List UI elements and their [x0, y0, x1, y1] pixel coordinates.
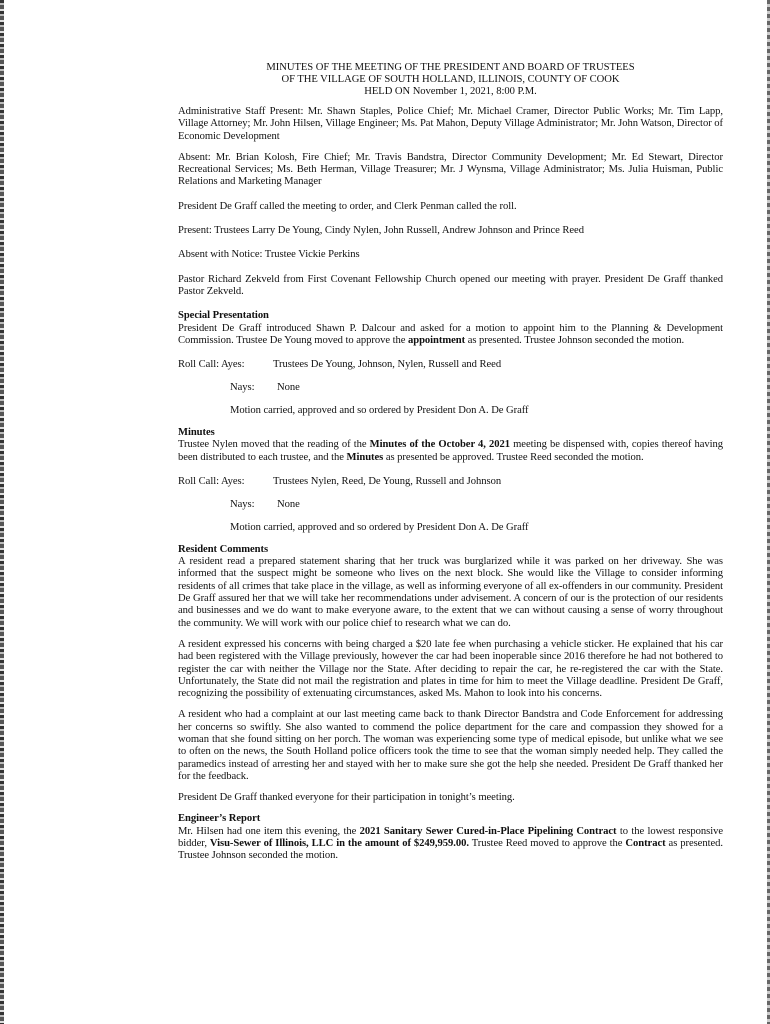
- minutes-bold-2: Minutes: [346, 451, 384, 463]
- engineer-text-c: Trustee Reed moved to approve the: [468, 838, 626, 850]
- special-motion-carried: Motion carried, approved and so ordered by President Don A. De Graff: [230, 404, 529, 416]
- nays-value: None: [277, 499, 300, 511]
- minutes-text-c: as presented be approved. Trustee Reed seconded the motion.: [383, 451, 644, 463]
- minutes-bold-1: Minutes of the October 4, 2021: [369, 439, 510, 451]
- special-nays: [178, 382, 723, 394]
- minutes-nays: [178, 499, 723, 511]
- roll-call-label: Roll Call: Ayes:: [178, 359, 245, 371]
- present-trustees: Present: Trustees Larry De Young, Cindy Nylen, John Russell, Andrew Johnson and Prince Reed: [178, 225, 584, 237]
- special-presentation-text: [178, 323, 723, 348]
- engineer-text-b: to the lowest responsive bidder,: [178, 825, 724, 850]
- title-line-1: MINUTES OF THE MEETING OF THE PRESIDENT AND BOARD OF TRUSTEES: [266, 62, 635, 73]
- minutes-motion-carried: Motion carried, approved and so ordered by President Don A. De Graff: [230, 521, 529, 533]
- resident-comment-3: A resident who had a complaint at our last meeting came back to thank Director Bandstra and Code Enforcement for addressing her concerns so swiftly. She also wanted to commend the police department for the care and compassion they showed for a woman that she found sitting on her porch. The woman was experiencing some type of medical episode, but unlike what we see to often on the news, the South Holland police officers took the time to see that the woman simply needed help. They called the paramedics instead of arresting her and stayed with her to make sure she got the help she needed. President De Graff thanked her for the feedback.: [178, 709, 723, 782]
- minutes-document: [178, 62, 723, 872]
- nays-value: None: [277, 382, 300, 394]
- engineer-bold-contract-name: 2021 Sanitary Sewer Cured-in-Place Pipelining Contract: [359, 825, 617, 837]
- minutes-text: [178, 439, 723, 464]
- title-line-2: OF THE VILLAGE OF SOUTH HOLLAND, ILLINOIS, COUNTY OF COOK: [281, 74, 620, 85]
- special-roll-call: [178, 359, 723, 371]
- minutes-text-a: Trustee Nylen moved that the reading of the: [178, 439, 370, 451]
- document-title: [178, 62, 723, 98]
- title-line-3: HELD ON November 1, 2021, 8:00 P.M.: [364, 86, 537, 97]
- engineer-bold-contract: Contract: [625, 838, 666, 850]
- nays-label: Nays:: [230, 499, 255, 511]
- engineer-report-heading: Engineer’s Report: [178, 813, 261, 825]
- minutes-roll-call: [178, 476, 723, 488]
- roll-call-ayes: Trustees De Young, Johnson, Nylen, Russell and Reed: [273, 359, 502, 371]
- minutes-text-b: meeting be dispensed with, copies thereof having been distributed to each trustee, and the: [178, 439, 724, 463]
- engineer-bold-bidder: Visu-Sewer of Illinois, LLC in the amount of $249,959.00.: [209, 838, 469, 850]
- resident-comment-1: A resident read a prepared statement sharing that her truck was burglarized while it was parked on her driveway. She was informed that the suspect might be someone who lives on the next block. She would like the Village to consider informing residents of all crimes that take place in the village, as well as informing everyone of all ex-offenders in our community. President De Graff assured her that we will take her recommendations under advisement. A concern of our is the protection of our residents and businesses and we do want to make everyone aware, to the extent that we can without causing a sense of worry throughout the community. We will work with our police chief to research what we can do.: [178, 556, 723, 629]
- resident-thanks: President De Graff thanked everyone for their participation in tonight’s meeting.: [178, 792, 515, 804]
- resident-comments-heading: Resident Comments: [178, 543, 269, 555]
- staff-present: Administrative Staff Present: Mr. Shawn Staples, Police Chief; Mr. Michael Cramer, Director Public Works; Mr. Tim Lapp, Village Attorney; Mr. John Hilsen, Village Engineer; Ms. Pat Mahon, Deputy Village Administrator; Mr. John Watson, Director of Economic Development: [178, 106, 723, 142]
- engineer-report-text: [178, 826, 723, 863]
- scan-edge-left: [0, 0, 4, 1024]
- engineer-text-a: Mr. Hilsen had one item this evening, the: [178, 825, 360, 837]
- special-text-a: President De Graff introduced Shawn P. Dalcour and asked for a motion to appoint him to the Planning & Development Commission. Trustee De Young moved to approve the: [178, 322, 723, 346]
- nays-label: Nays:: [230, 382, 255, 394]
- special-bold-appointment: appointment: [407, 334, 466, 346]
- absent-with-notice: Absent with Notice: Trustee Vickie Perkins: [178, 249, 360, 261]
- opening-prayer: Pastor Richard Zekveld from First Covenant Fellowship Church opened our meeting with prayer. President De Graff thanked Pastor Zekveld.: [178, 273, 723, 297]
- resident-comment-2: A resident expressed his concerns with being charged a $20 late fee when purchasing a vehicle sticker. He explained that his car had been registered with the Village previously, however the car had been inoperable since 2016 therefore he had not bothered to register the car with neither the Village nor the State. After deciding to repair the car, he re-registered the car with the State. Unfortunately, the State did not mail the registration and plates in time for him to meet the Village deadline. President De Graff, recognizing the possibility of extenuating circumstances, asked Ms. Mahon to look into his concerns.: [178, 638, 723, 700]
- minutes-heading: Minutes: [178, 427, 215, 439]
- special-text-b: as presented. Trustee Johnson seconded the motion.: [465, 334, 685, 346]
- roll-call-label: Roll Call: Ayes:: [178, 475, 245, 487]
- call-to-order: President De Graff called the meeting to order, and Clerk Penman called the roll.: [178, 200, 517, 212]
- staff-absent: Absent: Mr. Brian Kolosh, Fire Chief; Mr. Travis Bandstra, Director Community Development; Mr. Ed Stewart, Director Recreational Services; Ms. Beth Herman, Village Treasurer; Mr. J Wynsma, Village Administrator; Ms. Julia Huisman, Public Relations and Marketing Manager: [178, 151, 723, 188]
- engineer-text-d: as presented. Trustee Johnson seconded the motion.: [178, 838, 723, 862]
- special-presentation-heading: Special Presentation: [178, 310, 269, 322]
- roll-call-ayes: Trustees Nylen, Reed, De Young, Russell and Johnson: [273, 475, 502, 487]
